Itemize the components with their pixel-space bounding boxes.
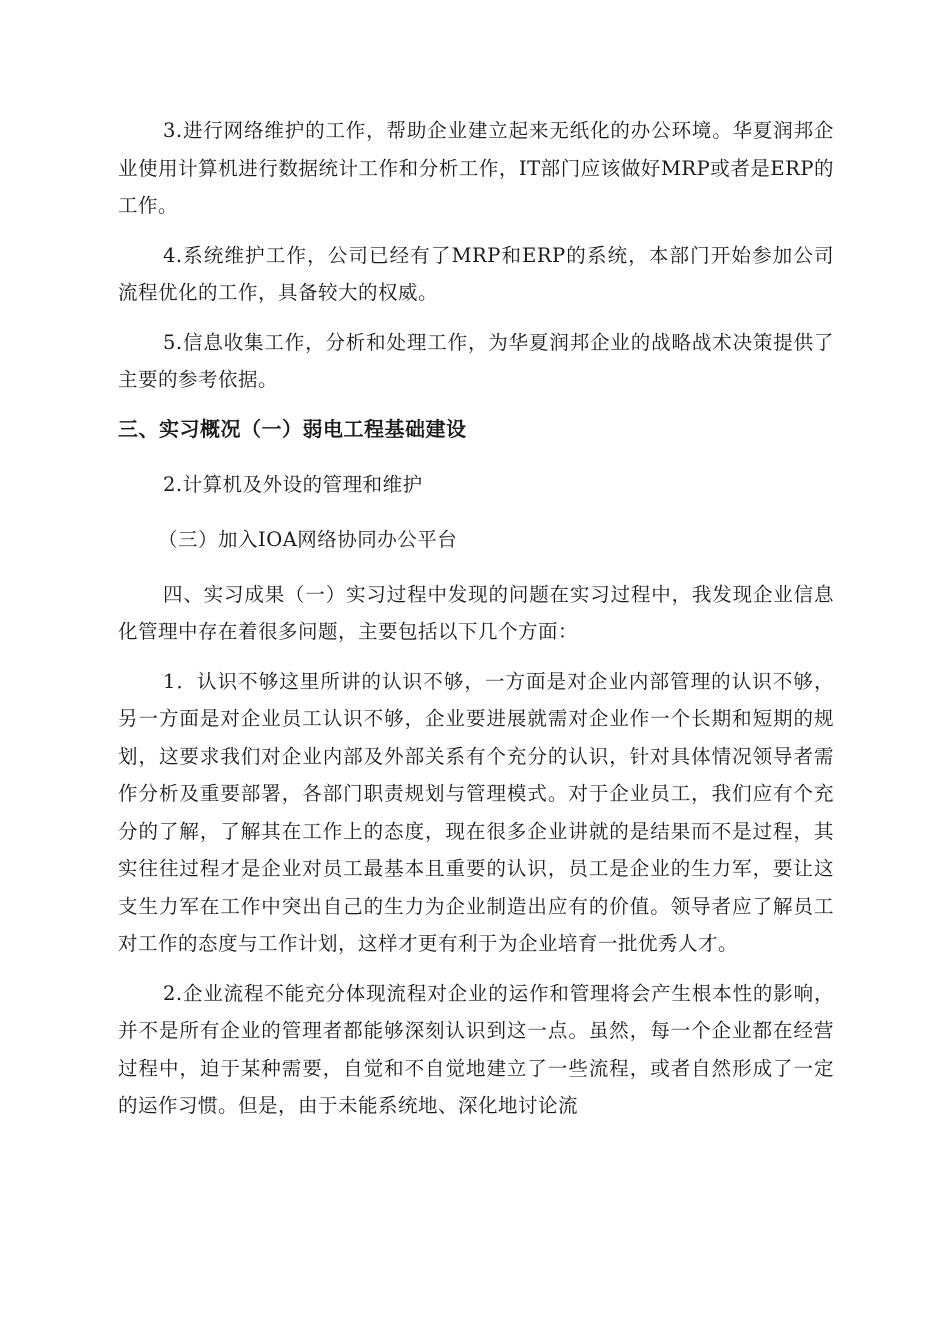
section-4-intro: 四、实习成果（一）实习过程中发现的问题在实习过程中，我发现企业信息化管理中存在着很多问题，主要包括以下几个方面： [118, 582, 834, 643]
subsection-3: （三）加入IOA网络协同办公平台 [158, 527, 458, 551]
paragraph-spacer [118, 312, 834, 324]
paragraph-spacer [118, 448, 834, 466]
paragraph-spacer [118, 558, 834, 576]
paragraph-spacer [118, 225, 834, 237]
paragraph-item-4: 4.系统维护工作，公司已经有了MRP和ERP的系统，本部门开始参加公司流程优化的工作，具备较大的权威。 [118, 243, 834, 304]
subsection-2: 2.计算机及外设的管理和维护 [163, 472, 423, 496]
problem-item-1: 1．认识不够这里所讲的认识不够，一方面是对企业内部管理的认识不够，另一方面是对企业员工认识不够，企业要进展就需对企业作一个长期和短期的规划，这要求我们对企业内部及外部关系有个充分的认识，针对具体情况领导者需作分析及重要部署，各部门职责规划与管理模式。对于企业员工，我们应有个充分的了解，了解其在工作上的态度，现在很多企业讲就的是结果而不是过程，其实往往过程才是企业对员工最基本且重要的认识，员工是企业的生力军，要让这支生力军在工作中突出自己的生力为企业制造出应有的价值。领导者应了解员工对工作的态度与工作计划，这样才更有利于为企业培育一批优秀人才。 [118, 669, 834, 955]
paragraph-spacer [118, 651, 834, 663]
paragraph-spacer [118, 963, 834, 975]
problem-item-2: 2.企业流程不能充分体现流程对企业的运作和管理将会产生根本性的影响，并不是所有企业的管理者都能够深刻认识到这一点。虽然，每一个企业都在经营过程中，迫于某种需要，自觉和不自觉地建立了一些流程，或者自然形成了一定的运作习惯。但是，由于未能系统地、深化地讨论流 [118, 981, 834, 1117]
document-body [118, 112, 834, 1125]
paragraph-item-3: 3.进行网络维护的工作，帮助企业建立起来无纸化的办公环境。华夏润邦企业使用计算机进行数据统计工作和分析工作，IT部门应该做好MRP或者是ERP的工作。 [118, 119, 834, 217]
paragraph-spacer [118, 503, 834, 521]
section-heading-3: 三、实习概况（一）弱电工程基础建设 [118, 416, 467, 441]
paragraph-spacer [118, 399, 834, 411]
paragraph-item-5: 5.信息收集工作，分析和处理工作，为华夏润邦企业的战略战术决策提供了主要的参考依据。 [118, 330, 834, 391]
